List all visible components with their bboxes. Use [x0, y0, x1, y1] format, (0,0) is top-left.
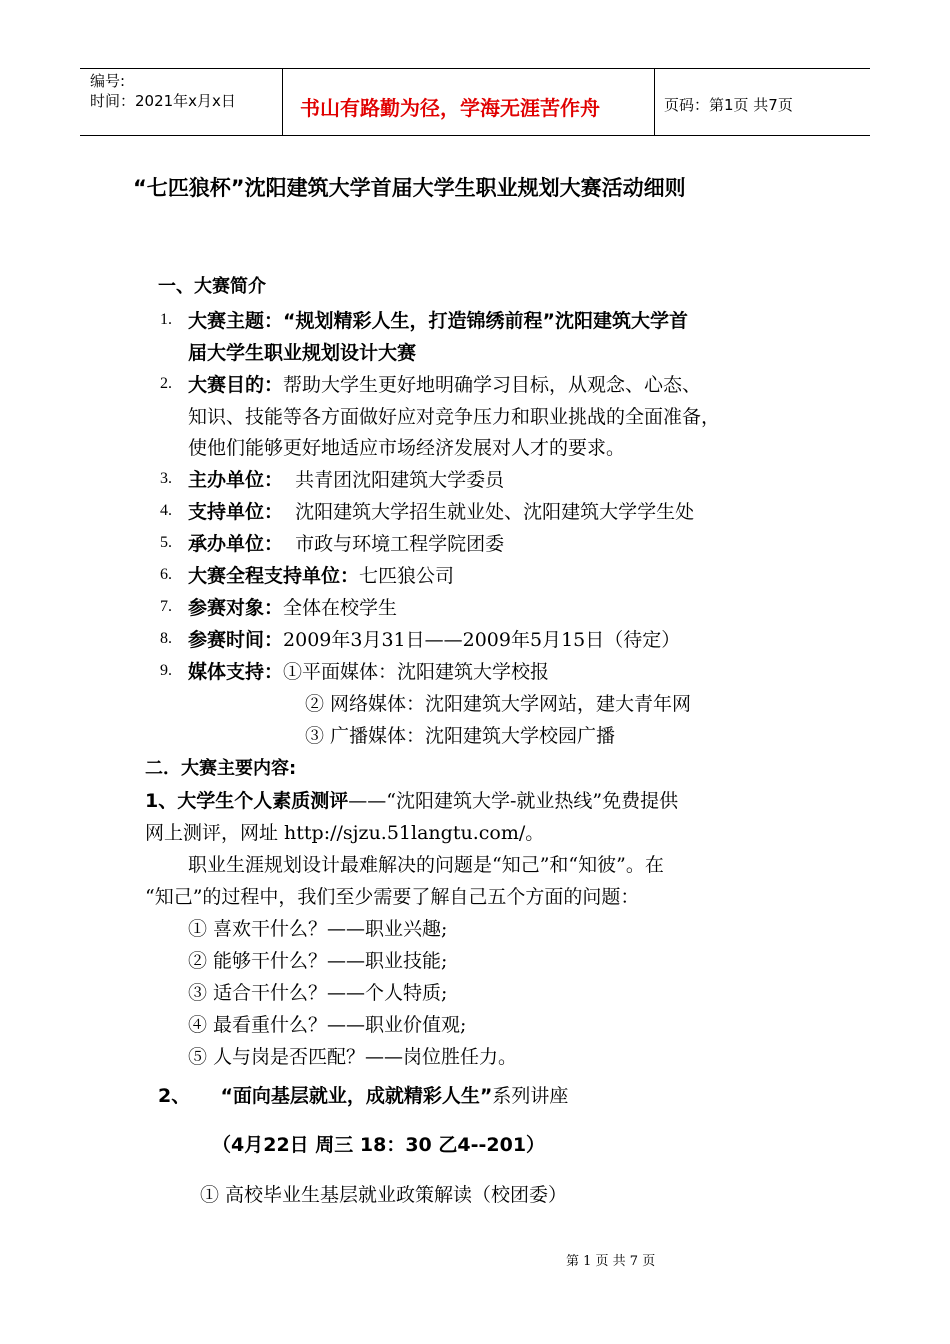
document-title: “七匹狼杯”沈阳建筑大学首届大学生职业规划大赛活动细则: [133, 176, 686, 200]
item-number: 8.: [160, 630, 172, 647]
item-label: 参赛时间：: [188, 629, 284, 651]
lecture-time: （4月22日 周三 18：30 乙4--201）: [212, 1134, 546, 1156]
lecture-title: “面向基层就业，成就精彩人生”: [220, 1085, 493, 1107]
item-number: 7.: [160, 598, 172, 615]
item-participants: [188, 593, 397, 620]
item-label: 媒体支持：: [188, 661, 284, 683]
header-divider-right: [654, 68, 655, 136]
section2-heading: 二．大赛主要内容:: [145, 758, 297, 779]
item-text: 共青团沈阳建筑大学委员: [295, 469, 505, 491]
item-label: 大赛目的：: [188, 374, 284, 396]
item-number: 3.: [160, 470, 172, 487]
lecture-number: 2、: [158, 1085, 191, 1107]
paragraph-assessment: [145, 786, 678, 813]
item-label: 参赛对象：: [188, 597, 284, 619]
item-text-continued: 使他们能够更好地适应市场经济发展对人才的要求。: [188, 437, 626, 459]
item-media: [188, 657, 549, 684]
item-label: 承办单位：: [188, 533, 284, 555]
paragraph-label: 1、大学生个人素质测评: [145, 790, 349, 812]
item-label: 大赛全程支持单位：: [188, 565, 360, 587]
item-schedule: [188, 625, 680, 652]
header-bottom-border: [80, 135, 870, 136]
header-page-info: 页码：第1页 共7页: [664, 96, 793, 114]
item-text: 沈阳建筑大学招生就业处、沈阳建筑大学学生处: [295, 501, 695, 523]
item-label: 主办单位：: [188, 469, 284, 491]
item-number: 1.: [160, 311, 172, 328]
item-host: [188, 529, 504, 556]
section1-heading: 一、大赛简介: [158, 276, 266, 297]
item-purpose: [188, 370, 701, 397]
item-number: 2.: [160, 375, 172, 392]
header-code-label: 编号:: [90, 72, 126, 90]
paragraph-text: ——“沈阳建筑大学-就业热线”免费提供: [348, 790, 679, 812]
question-item: ⑤ 人与岗是否匹配？——岗位胜任力。: [188, 1046, 518, 1068]
lecture-item: ① 高校毕业生基层就业政策解读（校团委）: [200, 1184, 568, 1206]
media-network: ② 网络媒体：沈阳建筑大学网站，建大青年网: [305, 693, 692, 715]
item-sponsor: [188, 561, 454, 588]
question-item: ① 喜欢干什么？——职业兴趣;: [188, 918, 448, 940]
item-supporter: [188, 497, 694, 524]
item-text-continued: 届大学生职业规划设计大赛: [188, 342, 417, 364]
page-footer: 第 1 页 共 7 页: [566, 1254, 656, 1269]
item-label: 大赛主题：: [188, 310, 284, 332]
item-text: ①平面媒体：沈阳建筑大学校报: [283, 661, 550, 683]
item-label: 支持单位：: [188, 501, 284, 523]
paragraph-text-continued: 网上测评，网址 http://sjzu.51langtu.com/。: [145, 822, 545, 844]
item-text: 全体在校学生: [283, 597, 398, 619]
question-item: ③ 适合干什么？——个人特质;: [188, 982, 448, 1004]
item-theme: [188, 306, 688, 333]
question-item: ② 能够干什么？——职业技能;: [188, 950, 448, 972]
lecture-suffix: 系列讲座: [492, 1085, 569, 1107]
item-number: 4.: [160, 502, 172, 519]
header-top-border: [80, 68, 870, 69]
media-broadcast: ③ 广播媒体：沈阳建筑大学校园广播: [305, 725, 616, 747]
item-organizer: [188, 465, 504, 492]
item-number: 6.: [160, 566, 172, 583]
item-text: “规划精彩人生，打造锦绣前程”沈阳建筑大学首: [283, 310, 688, 332]
item-text: 帮助大学生更好地明确学习目标，从观念、心态、: [283, 374, 702, 396]
header-time-label: 时间：2021年x月x日: [90, 92, 236, 110]
item-number: 5.: [160, 534, 172, 551]
paragraph-planning-continued: “知己”的过程中，我们至少需要了解自己五个方面的问题：: [145, 886, 640, 908]
paragraph-lecture: [158, 1081, 568, 1108]
item-number: 9.: [160, 662, 172, 679]
item-text-continued: 知识、技能等各方面做好应对竞争压力和职业挑战的全面准备，: [188, 406, 721, 428]
item-text: 七匹狼公司: [359, 565, 455, 587]
item-text: 市政与环境工程学院团委: [295, 533, 505, 555]
question-item: ④ 最看重什么？——职业价值观;: [188, 1014, 467, 1036]
item-text: 2009年3月31日——2009年5月15日（待定）: [283, 629, 681, 651]
header-divider-left: [282, 68, 283, 136]
paragraph-planning: 职业生涯规划设计最难解决的问题是“知己”和“知彼”。在: [188, 854, 664, 876]
header-motto: 书山有路勤为径，学海无涯苦作舟: [300, 96, 600, 120]
